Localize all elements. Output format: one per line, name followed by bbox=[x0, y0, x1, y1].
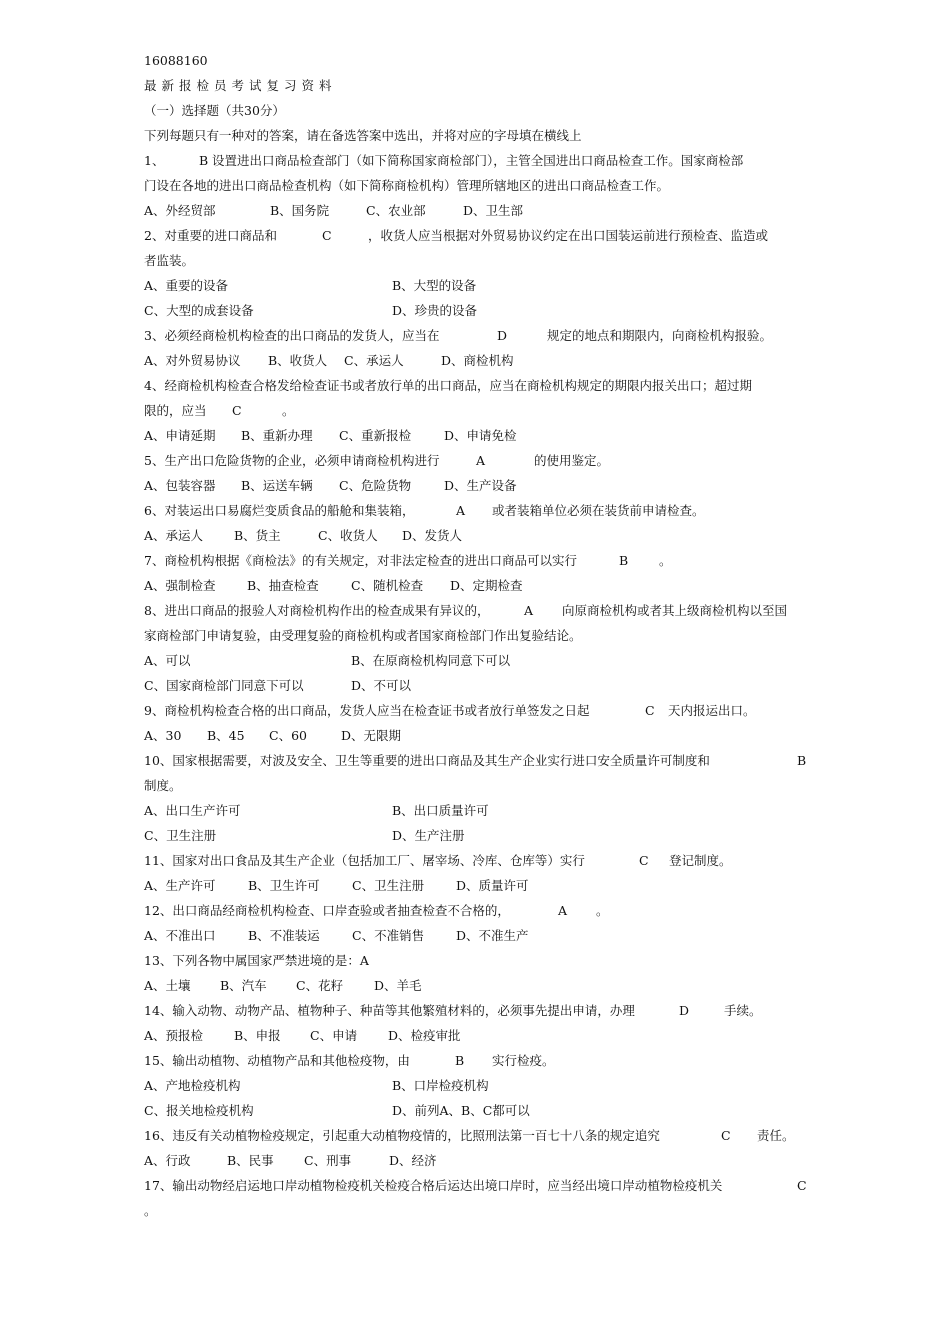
options-14: A、预报检 B、申报 C、申请 D、检疫审批 bbox=[144, 1028, 461, 1043]
question-5: 5、生产出口危险货物的企业，必须申请商检机构进行 A 的使用鉴定。 bbox=[144, 448, 810, 473]
answer-letter: A bbox=[558, 903, 568, 918]
options-8b: C、国家商检部门同意下可以 D、不可以 bbox=[144, 678, 412, 693]
answer-letter: B bbox=[797, 753, 807, 768]
question-8: 8、进出口商品的报验人对商检机构作出的检查成果有异议的， A 向原商检机构或者其上级商检机构以至国 bbox=[144, 598, 810, 623]
question-2: 2、对重要的进口商品和 C ，收货人应当根据对外贸易协议约定在出口国装运前进行预检查、监造或 bbox=[144, 223, 810, 248]
options-12: A、不准出口 B、不准装运 C、不准销售 D、不准生产 bbox=[144, 928, 529, 943]
options-10a: A、出口生产许可 B、出口质量许可 bbox=[144, 803, 489, 818]
question-16: 16、违反有关动植物检疫规定，引起重大动植物疫情的，比照刑法第一百七十八条的规定追究 C 责任。 bbox=[144, 1123, 810, 1148]
document-page bbox=[144, 48, 810, 1223]
question-4: 4、经商检机构检查合格发给检查证书或者放行单的出口商品，应当在商检机构规定的期限内报关出口；超过期 bbox=[144, 378, 752, 393]
question-7: 7、商检机构根据《商检法》的有关规定，对非法定检查的进出口商品可以实行 B 。 bbox=[144, 548, 810, 573]
answer-letter: A bbox=[524, 603, 534, 618]
question-14: 14、输入动物、动物产品、植物种子、种苗等其他繁殖材料的，必须事先提出申请，办理 D 手续。 bbox=[144, 998, 810, 1023]
answer-letter: C bbox=[322, 228, 332, 243]
doc-title: 最新报检员考试复习资料 bbox=[144, 78, 337, 93]
options-3: A、对外贸易协议 B、收货人 C、承运人 D、商检机构 bbox=[144, 353, 514, 368]
options-1: A、外经贸部 B、国务院 C、农业部 D、卫生部 bbox=[144, 203, 524, 218]
options-6: A、承运人 B、货主 C、收货人 D、发货人 bbox=[144, 528, 463, 543]
options-2b: C、大型的成套设备 D、珍贵的设备 bbox=[144, 303, 478, 318]
answer-letter: C bbox=[797, 1178, 807, 1193]
answer-letter: D bbox=[497, 328, 508, 343]
answer-letter: D bbox=[679, 1003, 690, 1018]
question-17-cont: 。 bbox=[144, 1203, 157, 1218]
question-6: 6、对装运出口易腐烂变质食品的船舱和集装箱， A 或者装箱单位必须在装货前申请检查。 bbox=[144, 498, 810, 523]
options-7: A、强制检查 B、抽查检查 C、随机检查 D、定期检查 bbox=[144, 578, 523, 593]
answer-letter: C bbox=[645, 703, 655, 718]
options-10b: C、卫生注册 D、生产注册 bbox=[144, 828, 465, 843]
question-15: 15、输出动植物、动植物产品和其他检疫物，由 B 实行检疫。 bbox=[144, 1048, 810, 1073]
question-10-cont: 制度。 bbox=[144, 778, 182, 793]
answer-letter: B bbox=[619, 553, 629, 568]
answer-letter: C bbox=[721, 1128, 731, 1143]
question-4-cont: 限的，应当 C 。 bbox=[144, 398, 810, 423]
question-1-cont: 门设在各地的进出口商品检查机构（如下简称商检机构）管理所辖地区的进出口商品检查工作。 bbox=[144, 178, 670, 193]
options-8a: A、可以 B、在原商检机构同意下可以 bbox=[144, 653, 511, 668]
answer-letter: B bbox=[199, 153, 209, 168]
options-13: A、土壤 B、汽车 C、花籽 D、羊毛 bbox=[144, 978, 422, 993]
answer-letter: A bbox=[476, 453, 486, 468]
instruction-text: 下列每题只有一种对的答案，请在备选答案中选出，并将对应的字母填在横线上 bbox=[144, 128, 582, 143]
options-15b: C、报关地检疫机构 D、前列A、B、C都可以 bbox=[144, 1103, 530, 1118]
answer-letter: B bbox=[455, 1053, 465, 1068]
options-2a: A、重要的设备 B、大型的设备 bbox=[144, 278, 477, 293]
options-9: A、30 B、45 C、60 D、无限期 bbox=[144, 728, 402, 743]
question-13: 13、下列各物中属国家严禁进境的是：A bbox=[144, 953, 369, 968]
options-15a: A、产地检疫机构 B、口岸检疫机构 bbox=[144, 1078, 489, 1093]
options-5: A、包装容器 B、运送车辆 C、危险货物 D、生产设备 bbox=[144, 478, 517, 493]
options-16: A、行政 B、民事 C、刑事 D、经济 bbox=[144, 1153, 437, 1168]
question-11: 11、国家对出口食品及其生产企业（包括加工厂、屠宰场、冷库、仓库等）实行 C 登记制度。 bbox=[144, 848, 810, 873]
options-11: A、生产许可 B、卫生许可 C、卫生注册 D、质量许可 bbox=[144, 878, 529, 893]
answer-letter: C bbox=[639, 853, 649, 868]
question-2-cont: 者监装。 bbox=[144, 253, 195, 268]
section-heading: （一）选择题（共30分） bbox=[144, 103, 285, 118]
options-4: A、申请延期 B、重新办理 C、重新报检 D、申请免检 bbox=[144, 428, 517, 443]
question-17: 17、输出动物经启运地口岸动植物检疫机关检疫合格后运达出境口岸时，应当经出境口岸动植物检疫机关 C bbox=[144, 1173, 810, 1198]
question-12: 12、出口商品经商检机构检查、口岸查验或者抽查检查不合格的， A 。 bbox=[144, 898, 810, 923]
question-1: 1、 B 设置进出口商品检查部门（如下简称国家商检部门），主管全国进出口商品检查工作。国家商检部 bbox=[144, 148, 810, 173]
question-10: 10、国家根据需要，对波及安全、卫生等重要的进出口商品及其生产企业实行进口安全质量许可制度和 B bbox=[144, 748, 810, 773]
question-8-cont: 家商检部门申请复验，由受理复验的商检机构或者国家商检部门作出复验结论。 bbox=[144, 628, 582, 643]
answer-letter: A bbox=[456, 503, 466, 518]
doc-id: 16088160 bbox=[144, 53, 208, 68]
question-3: 3、必须经商检机构检查的出口商品的发货人，应当在 D 规定的地点和期限内，向商检机构报验。 bbox=[144, 323, 810, 348]
question-9: 9、商检机构检查合格的出口商品，发货人应当在检查证书或者放行单签发之日起 C 天内报运出口。 bbox=[144, 698, 810, 723]
answer-letter: C bbox=[232, 403, 242, 418]
